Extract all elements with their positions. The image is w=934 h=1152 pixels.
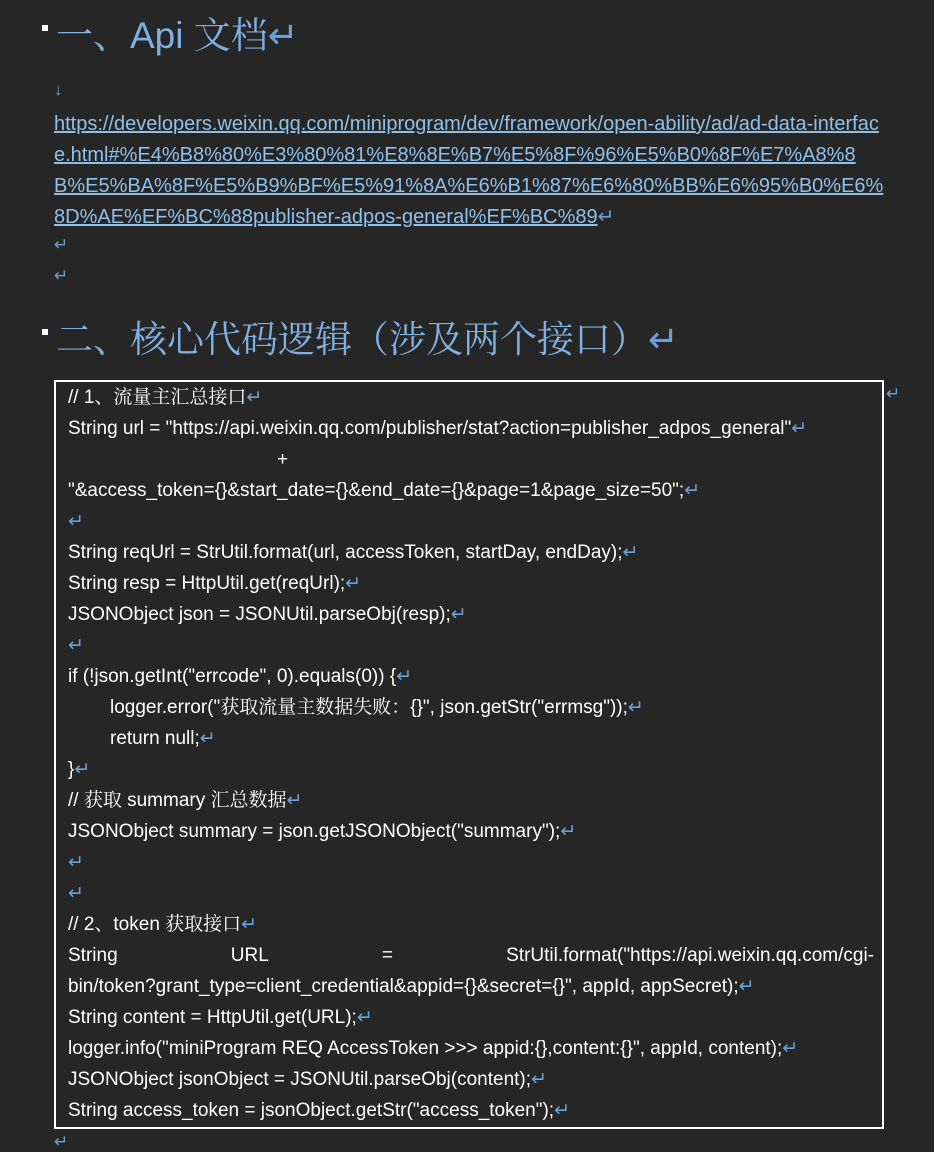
paragraph-mark-icon: ↵ (54, 1132, 69, 1151)
paragraph-mark-icon: ↵ (246, 387, 263, 408)
paragraph-mark-icon: ↵ (560, 821, 577, 842)
code-line: return null;↵ (110, 728, 216, 749)
paragraph-mark-icon: ↵ (622, 542, 639, 563)
code-line: JSONObject summary = json.getJSONObject("summary");↵ (68, 821, 577, 842)
api-doc-link[interactable]: https://developers.weixin.qq.com/miniprogram/dev/framework/open-ability/ad/ad-data-interface.html#%E4%B8%80%E3%80%81%E8%8E%B7%E5%8F%96%E5%B0%8F%E7%A8%8B%E5%BA%8F%E5%B9%BF%E5%91%8A%E6%B1%87%E6%80%BB%E6%95%B0%E6%8D%AE%EF%BC%88publisher-adpos-general%EF%BC%89 (54, 113, 884, 228)
paragraph-mark-icon: ↵ (241, 914, 258, 935)
paragraph-mark-icon: ↵ (791, 418, 808, 439)
paragraph-mark-icon: ↵ (68, 511, 84, 532)
code-line: logger.error("获取流量主数据失败：{}", json.getStr("errmsg"));↵ (110, 697, 644, 718)
paragraph-mark-icon: ↵ (54, 235, 69, 254)
code-line: // 1、流量主汇总接口↵ (68, 387, 263, 408)
paragraph-mark-icon: ↵ (74, 759, 91, 780)
paragraph-mark-icon: ↵ (356, 1007, 373, 1028)
code-line (68, 630, 874, 661)
section-heading-core-logic (0, 318, 679, 362)
paragraph-mark-icon: ↵ (345, 573, 362, 594)
code-line (68, 847, 874, 878)
code-line: // 2、token 获取接口↵ (68, 914, 258, 935)
code-line: String URL = StrUtil.format("https://api.weixin.qq.com/cgi- (68, 945, 874, 966)
paragraph-mark-icon: ↵ (396, 666, 413, 687)
paragraph-mark-icon: ↵ (450, 604, 467, 625)
code-line: String reqUrl = StrUtil.format(url, accessToken, startDay, endDay);↵ (68, 542, 639, 563)
paragraph-mark-icon: ↵ (886, 384, 901, 403)
paragraph-mark-icon: ↵ (554, 1100, 571, 1121)
code-line: String resp = HttpUtil.get(reqUrl);↵ (68, 573, 362, 594)
code-line: }↵ (68, 759, 91, 780)
code-line: logger.info("miniProgram REQ AccessToken >>> appid:{},content:{}", appId, content);↵ (68, 1038, 799, 1059)
paragraph-mark-icon: ↵ (54, 266, 69, 285)
paragraph-mark-icon: ↵ (286, 790, 303, 811)
code-line: String access_token = jsonObject.getStr("access_token");↵ (68, 1100, 571, 1121)
code-line: if (!json.getInt("errcode", 0).equals(0)) {↵ (68, 666, 413, 687)
heading-text: 一、Api 文档 (56, 15, 268, 56)
code-line: JSONObject json = JSONUtil.parseObj(resp);↵ (68, 604, 467, 625)
heading-bullet (42, 25, 48, 31)
paragraph-mark-icon: ↵ (68, 852, 84, 873)
heading-bullet (42, 329, 48, 335)
code-block (54, 380, 884, 1129)
paragraph-mark-icon: ↵ (782, 1038, 799, 1059)
code-line: // 获取 summary 汇总数据↵ (68, 790, 303, 811)
paragraph-mark-icon: ↵ (267, 15, 299, 56)
code-line: JSONObject jsonObject = JSONUtil.parseObj(content);↵ (68, 1069, 547, 1090)
paragraph-mark-icon: ↵ (648, 319, 680, 360)
api-doc-link-paragraph (54, 109, 884, 233)
paragraph-mark-icon: ↵ (738, 976, 755, 997)
paragraph-mark-icon: ↵ (68, 635, 84, 656)
paragraph-mark-icon: ↵ (531, 1069, 547, 1090)
code-line: String content = HttpUtil.get(URL);↵ (68, 1007, 373, 1028)
paragraph-mark-icon: ↵ (597, 206, 615, 228)
code-line (68, 506, 874, 537)
paragraph-mark-icon: ↵ (684, 480, 701, 501)
code-line: + (277, 449, 289, 470)
heading-text: 二、核心代码逻辑（涉及两个接口） (56, 319, 648, 360)
paragraph-mark-icon: ↵ (627, 697, 644, 718)
code-line: "&access_token={}&start_date={}&end_date={}&page=1&page_size=50";↵ (68, 480, 701, 501)
code-line (68, 878, 874, 909)
section-heading-api-docs (0, 14, 299, 58)
code-line: bin/token?grant_type=client_credential&appid={}&secret={}", appId, appSecret);↵ (68, 976, 755, 997)
code-line: String url = "https://api.weixin.qq.com/publisher/stat?action=publisher_adpos_general"↵ (68, 418, 808, 439)
line-break-arrow-icon: ↓ (54, 80, 63, 99)
paragraph-mark-icon: ↵ (199, 728, 216, 749)
paragraph-mark-icon: ↵ (68, 883, 84, 904)
